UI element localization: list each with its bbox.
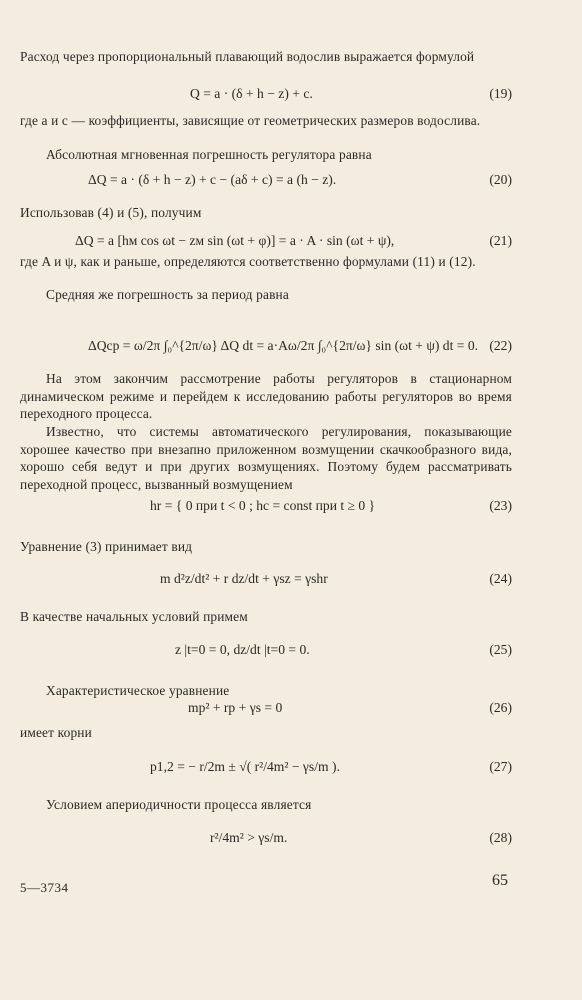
equation-26-formula: mp² + rp + γs = 0 (188, 700, 283, 715)
paragraph-where-a-psi: где A и ψ, как и раньше, определяются соответственно формулами (11) и (12). (20, 254, 476, 269)
paragraph-aperiodicity: Условием апериодичности процесса является (46, 797, 312, 812)
equation-19-formula: Q = a · (δ + h − z) + c. (190, 86, 313, 101)
paragraph-known: Известно, что системы автоматического регулирования, показывающие хорошее качество при внезапно приложенном возмущении скачкообразного вида, хорошо себя ведут и при других возмущениях. Поэтому будем рассматривать переходной процесс, вызванный возмущением (20, 424, 512, 492)
equation-24-number: (24) (489, 571, 512, 586)
equation-28-formula: r²/4m² > γs/m. (210, 830, 288, 845)
equation-24 (20, 567, 512, 591)
paragraph-flow-formula: Расход через пропорциональный плавающий водослив выражается формулой (20, 49, 475, 64)
equation-25 (20, 638, 512, 662)
paragraph-abs-error: Абсолютная мгновенная погрешность регулятора равна (46, 147, 372, 162)
equation-22 (20, 334, 512, 358)
equation-24-formula: m d²z/dt² + r dz/dt + γsz = γshr (160, 571, 328, 586)
equation-19-number: (19) (489, 86, 512, 101)
paragraph-initial-conditions: В качестве начальных условий примем (20, 609, 248, 624)
equation-22-number: (22) (489, 338, 512, 353)
equation-28-number: (28) (489, 830, 512, 845)
equation-23 (20, 494, 512, 518)
page-number: 65 (492, 872, 508, 889)
equation-25-number: (25) (489, 642, 512, 657)
paragraph-stationary-mode: На этом закончим рассмотрение работы регуляторов в стационарном динамическом режиме и перейдем к исследованию работы регуляторов во время переходного процесса. (20, 371, 512, 421)
equation-19 (20, 82, 512, 106)
equation-21-number: (21) (489, 233, 512, 248)
paragraph-coefficients: где a и c — коэффициенты, зависящие от геометрических размеров водослива. (20, 113, 481, 128)
paragraph-characteristic: Характеристическое уравнение (46, 683, 230, 698)
equation-27-formula: p1,2 = − r/2m ± √( r²/4m² − γs/m ). (150, 759, 340, 774)
equation-23-number: (23) (489, 498, 512, 513)
equation-26 (20, 696, 512, 720)
paragraph-equation-3: Уравнение (3) принимает вид (20, 539, 193, 554)
equation-27-number: (27) (489, 759, 512, 774)
printer-signature: 5—3734 (20, 880, 69, 895)
paragraph-mean-error: Средняя же погрешность за период равна (46, 287, 289, 302)
equation-20-number: (20) (489, 172, 512, 187)
equation-23-formula: hr = { 0 при t < 0 ; hc = const при t ≥ 0 } (150, 498, 376, 513)
equation-27 (20, 755, 512, 779)
equation-20 (20, 168, 512, 192)
equation-22-formula: ΔQср = ω/2π ∫₀^{2π/ω} ΔQ dt = a·Aω/2π ∫₀^{2π/ω} sin (ωt + ψ) dt = 0. (88, 338, 479, 353)
equation-21-formula: ΔQ = a [hм cos ωt − zм sin (ωt + φ)] = a · A · sin (ωt + ψ), (75, 233, 395, 248)
equation-25-formula: z |t=0 = 0, dz/dt |t=0 = 0. (175, 642, 310, 657)
equation-20-formula: ΔQ = a · (δ + h − z) + c − (aδ + c) = a (h − z). (88, 172, 337, 187)
equation-28 (20, 826, 512, 850)
equation-26-number: (26) (489, 700, 512, 715)
paragraph-roots: имеет корни (20, 725, 92, 740)
paragraph-using: Использовав (4) и (5), получим (20, 205, 202, 220)
equation-21 (20, 229, 512, 253)
